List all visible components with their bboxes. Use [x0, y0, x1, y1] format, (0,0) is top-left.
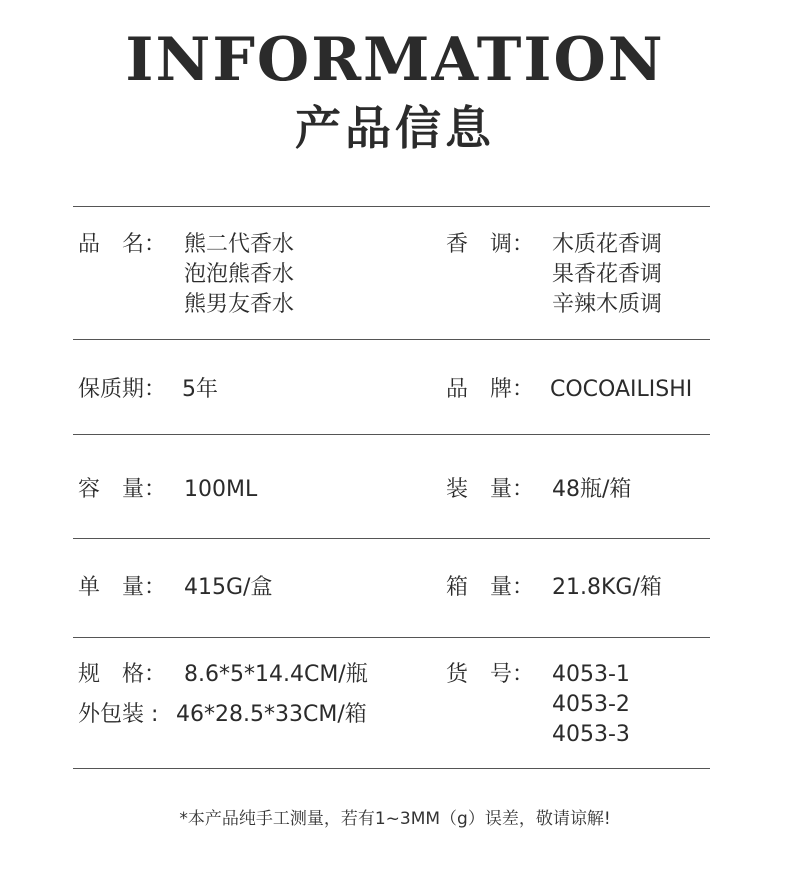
- divider-4: [73, 637, 710, 638]
- label-packing: 装 量：: [446, 477, 535, 502]
- value-line: 48瓶/箱: [552, 477, 632, 502]
- value-line: 辛辣木质调: [552, 292, 663, 317]
- value-line: 4053-1: [552, 662, 630, 687]
- value-line: 46*28.5*33CM/箱: [176, 702, 367, 727]
- value-line: 415G/盒: [184, 575, 273, 600]
- value-line: 21.8KG/箱: [552, 575, 662, 600]
- value-line: 4053-2: [552, 692, 630, 717]
- title-cn: 产品信息: [295, 101, 495, 155]
- value-capacity: [184, 475, 257, 505]
- value-line: 100ML: [184, 477, 258, 502]
- divider-top: [73, 206, 710, 207]
- divider-bottom: [73, 768, 710, 769]
- value-name: [184, 230, 294, 320]
- label-brand: 品 牌：: [446, 377, 535, 402]
- value-line: 熊二代香水: [184, 232, 295, 257]
- value-brand: [550, 375, 692, 405]
- value-line: 8.6*5*14.4CM/瓶: [184, 662, 368, 687]
- value-scent: [552, 230, 662, 320]
- value-unit-weight: [184, 573, 272, 603]
- value-line: 熊男友香水: [184, 292, 295, 317]
- value-outer-pack: [176, 700, 367, 730]
- title-en: INFORMATION: [125, 25, 665, 95]
- label-spec: 规 格：: [78, 662, 167, 687]
- label-scent: 香 调：: [446, 232, 535, 257]
- footer-note: *本产品纯手工测量，若有1~3MM（g）误差，敬请谅解!: [179, 809, 611, 829]
- label-box-weight: 箱 量：: [446, 575, 535, 600]
- value-line: 果香花香调: [552, 262, 663, 287]
- value-line: 木质花香调: [552, 232, 663, 257]
- divider-1: [73, 339, 710, 340]
- label-unit-weight: 单 量：: [78, 575, 167, 600]
- divider-2: [73, 434, 710, 435]
- value-line: 泡泡熊香水: [184, 262, 295, 287]
- value-shelf-life: [182, 375, 218, 405]
- value-box-weight: [552, 573, 662, 603]
- value-item-no: [552, 660, 630, 750]
- divider-3: [73, 538, 710, 539]
- value-line: 5年: [182, 377, 218, 402]
- label-name: 品 名：: [78, 232, 167, 257]
- value-packing: [552, 475, 631, 505]
- label-capacity: 容 量：: [78, 477, 167, 502]
- value-line: 4053-3: [552, 722, 630, 747]
- label-shelf-life: 保质期：: [78, 377, 167, 402]
- label-outer-pack: 外包装 :: [78, 702, 159, 727]
- value-spec: [184, 660, 368, 690]
- label-item-no: 货 号：: [446, 662, 535, 687]
- value-line: COCOAILISHI: [550, 377, 693, 402]
